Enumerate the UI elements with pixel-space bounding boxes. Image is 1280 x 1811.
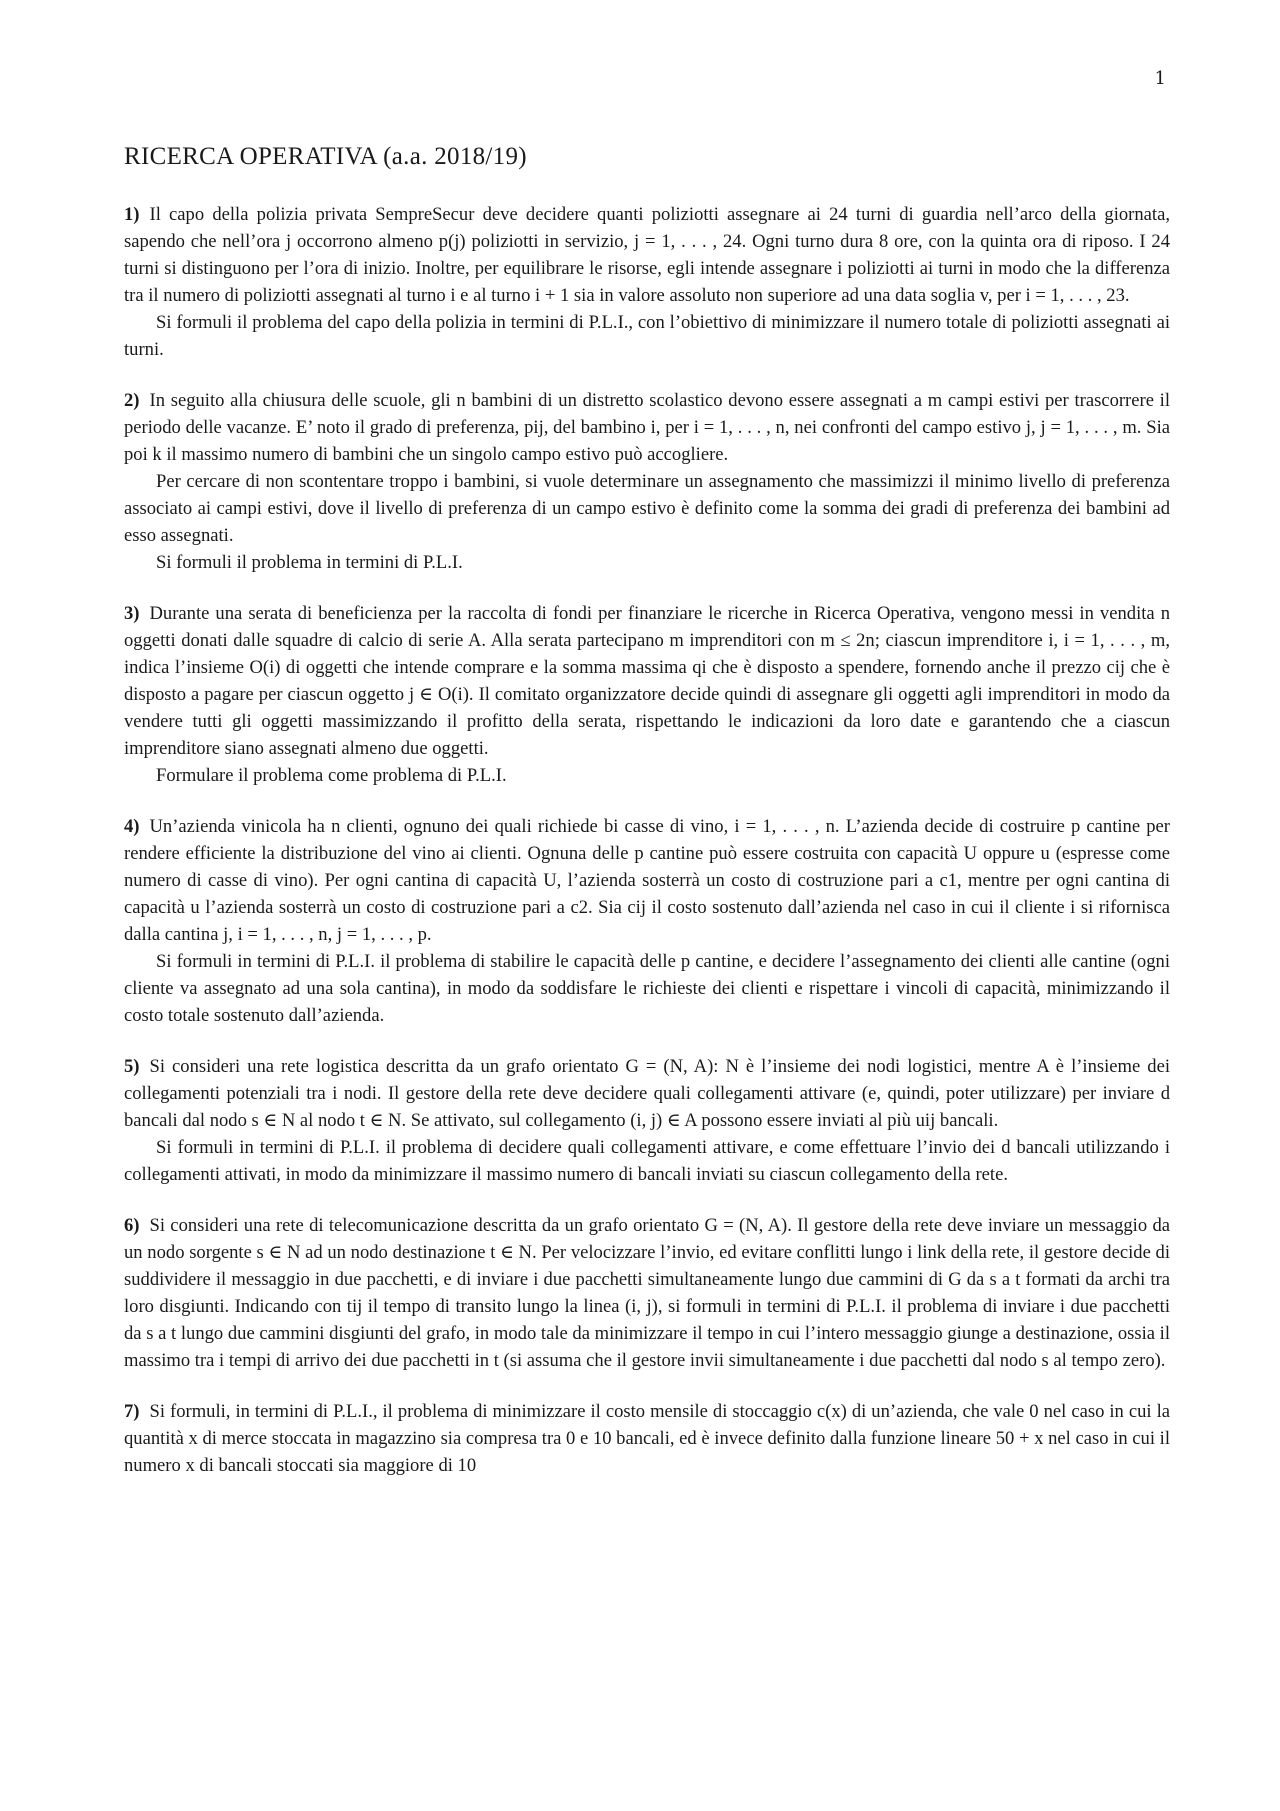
problem-statement bbox=[124, 1053, 1170, 1134]
problem-statement bbox=[124, 1212, 1170, 1374]
document-title: RICERCA OPERATIVA (a.a. 2018/19) bbox=[124, 143, 527, 170]
problem-statement bbox=[124, 813, 1170, 948]
problem-number: 7) bbox=[124, 1401, 140, 1422]
problem-number: 5) bbox=[124, 1056, 140, 1077]
paragraph-text: Si formuli, in termini di P.L.I., il problema di minimizzare il costo mensile di stoccaggio c(x) di un’azienda, che vale 0 nel caso in cui la quantità x di merce stoccata in magazzino sia compresa tra 0 e 10 bancali, ed è invece definito dalla funzione lineare 50 + x nel caso in cui il numero x di bancali stoccati sia maggiore di 10 bbox=[124, 1401, 1170, 1476]
problem-number: 2) bbox=[124, 390, 140, 411]
paragraph-text: Un’azienda vinicola ha n clienti, ognuno dei quali richiede bi casse di vino, i = 1, . . . , n. L’azienda decide di costruire p cantine per rendere efficiente la distribuzione del vino ai clienti. Ognuna delle p cantine può essere costruita con capacità U oppure u (espresse come numero di casse di vino). Per ogni cantina di capacità U, l’azienda sosterrà un costo di costruzione pari a c1, mentre per ogni cantina di capacità u l’azienda sosterrà un costo di costruzione pari a c2. Sia cij il costo sostenuto dall’azienda nel caso in cui il cliente i si rifornisca dalla cantina j, i = 1, . . . , n, j = 1, . . . , p. bbox=[124, 816, 1170, 945]
paragraph-text: Si formuli in termini di P.L.I. il problema di decidere quali collegamenti attivare, e come effettuare l’invio dei d bancali utilizzando i collegamenti attivati, in modo da minimizzare il massimo numero di bancali inviati su ciascun collegamento della rete. bbox=[124, 1137, 1170, 1185]
problem-statement bbox=[124, 387, 1170, 468]
paragraph-text: Il capo della polizia privata SempreSecur deve decidere quanti poliziotti assegnare ai 24 turni di guardia nell’arco della giornata, sapendo che nell’ora j occorrono almeno p(j) poliziotti in servizio, j = 1, . . . , 24. Ogni turno dura 8 ore, con la quinta ora di riposo. I 24 turni si distinguono per l’ora di inizio. Inoltre, per equilibrare le risorse, egli intende assegnare i poliziotti ai turni in modo che la differenza tra il numero di poliziotti assegnati al turno i e al turno i + 1 sia in valore assoluto non superiore ad una data soglia v, per i = 1, . . . , 23. bbox=[124, 204, 1170, 306]
paragraph-text: Si consideri una rete di telecomunicazione descritta da un grafo orientato G = (N, A). Il gestore della rete deve inviare un messaggio da un nodo sorgente s ∈ N ad un nodo destinazione t ∈ N. Per velocizzare l’invio, ed evitare conflitti lungo i link della rete, il gestore decide di suddividere il messaggio in due pacchetti, e di inviare i due pacchetti simultaneamente lungo due cammini di G da s a t formati da archi tra loro disgiunti. Indicando con tij il tempo di transito lungo la linea (i, j), si formuli in termini di P.L.I. il problema di inviare i due pacchetti da s a t lungo due cammini disgiunti del grafo, in modo tale da minimizzare il tempo in cui l’intero messaggio giunge a destinazione, ossia il massimo tra i tempi di arrivo dei due pacchetti in t (si assuma che il gestore invii simultaneamente i due pacchetti dal nodo s al tempo zero). bbox=[124, 1215, 1170, 1371]
problem-number: 6) bbox=[124, 1215, 140, 1236]
problem-paragraph bbox=[124, 309, 1170, 363]
problem-3 bbox=[124, 600, 1170, 789]
problem-7 bbox=[124, 1398, 1170, 1479]
problem-5 bbox=[124, 1053, 1170, 1188]
problem-list bbox=[124, 201, 1170, 1479]
paragraph-text: Formulare il problema come problema di P.L.I. bbox=[156, 765, 507, 786]
problem-number: 1) bbox=[124, 204, 140, 225]
problem-number: 4) bbox=[124, 816, 140, 837]
page-number: 1 bbox=[1154, 68, 1166, 89]
paragraph-text: Si formuli il problema in termini di P.L.I. bbox=[156, 552, 463, 573]
problem-paragraph bbox=[124, 468, 1170, 549]
problem-1 bbox=[124, 201, 1170, 363]
paragraph-text: Si consideri una rete logistica descritta da un grafo orientato G = (N, A): N è l’insieme dei nodi logistici, mentre A è l’insieme dei collegamenti potenziali tra i nodi. Il gestore della rete deve decidere quali collegamenti attivare (e, quindi, poter utilizzare) per inviare d bancali dal nodo s ∈ N al nodo t ∈ N. Se attivato, sul collegamento (i, j) ∈ A possono essere inviati al più uij bancali. bbox=[124, 1056, 1170, 1131]
problem-statement bbox=[124, 1398, 1170, 1479]
paragraph-text: Per cercare di non scontentare troppo i bambini, si vuole determinare un assegnamento che massimizzi il minimo livello di preferenza associato ai campi estivi, dove il livello di preferenza di un campo estivo è definito come la somma dei gradi di preferenza dei bambini ad esso assegnati. bbox=[124, 471, 1170, 546]
problem-paragraph bbox=[124, 1134, 1170, 1188]
problem-2 bbox=[124, 387, 1170, 576]
problem-paragraph bbox=[124, 549, 1170, 576]
paragraph-text: Durante una serata di beneficienza per la raccolta di fondi per finanziare le ricerche in Ricerca Operativa, vengono messi in vendita n oggetti donati dalle squadre di calcio di serie A. Alla serata partecipano m imprenditori con m ≤ 2n; ciascun imprenditore i, i = 1, . . . , m, indica l’insieme O(i) di oggetti che intende comprare e la somma massima qi che è disposto a spendere, fornendo anche il prezzo cij che è disposto a pagare per ciascun oggetto j ∈ O(i). Il comitato organizzatore decide quindi di assegnare gli oggetti agli imprenditori in modo da vendere tutti gli oggetti massimizzando il profitto della serata, rispettando le indicazioni da loro date e garantendo che a ciascun imprenditore siano assegnati almeno due oggetti. bbox=[124, 603, 1170, 759]
problem-4 bbox=[124, 813, 1170, 1029]
problem-paragraph bbox=[124, 762, 1170, 789]
paragraph-text: Si formuli in termini di P.L.I. il problema di stabilire le capacità delle p cantine, e decidere l’assegnamento dei clienti alle cantine (ogni cliente va assegnato ad una sola cantina), in modo da soddisfare le richieste dei clienti e rispettare i vincoli di capacità, minimizzando il costo totale sostenuto dall’azienda. bbox=[124, 951, 1170, 1026]
problem-6 bbox=[124, 1212, 1170, 1374]
paragraph-text: Si formuli il problema del capo della polizia in termini di P.L.I., con l’obiettivo di minimizzare il numero totale di poliziotti assegnati ai turni. bbox=[124, 312, 1170, 360]
paragraph-text: In seguito alla chiusura delle scuole, gli n bambini di un distretto scolastico devono essere assegnati a m campi estivi per trascorrere il periodo delle vacanze. E’ noto il grado di preferenza, pij, del bambino i, per i = 1, . . . , n, nei confronti del campo estivo j, j = 1, . . . , m. Sia poi k il massimo numero di bambini che un singolo campo estivo può accogliere. bbox=[124, 390, 1170, 465]
problem-paragraph bbox=[124, 948, 1170, 1029]
problem-statement bbox=[124, 600, 1170, 762]
problem-statement bbox=[124, 201, 1170, 309]
problem-number: 3) bbox=[124, 603, 140, 624]
